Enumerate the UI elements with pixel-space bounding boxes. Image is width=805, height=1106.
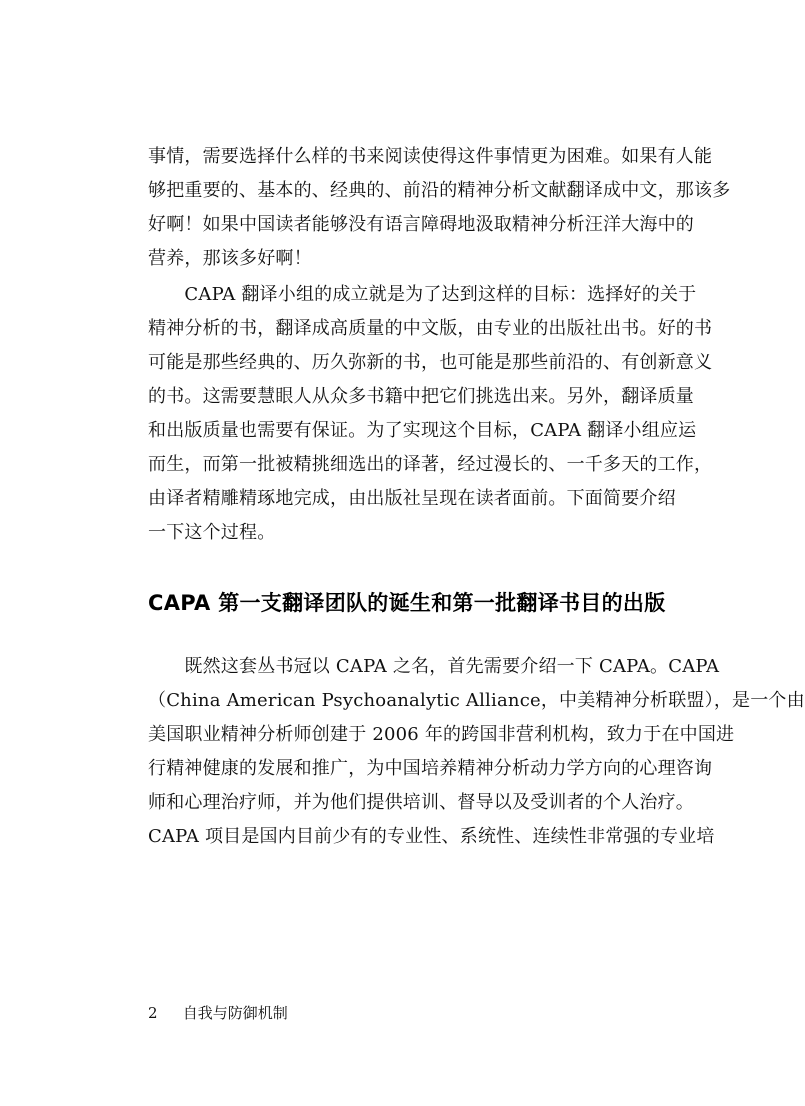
- capa-team-paragraph: [148, 278, 713, 550]
- running-book-title: 自我与防御机制: [182, 1004, 288, 1022]
- text-line: 好啊！如果中国读者能够没有语言障碍地汲取精神分析汪洋大海中的: [148, 214, 694, 235]
- text-line: 行精神健康的发展和推广，为中国培养精神分析动力学方向的心理咨询: [148, 758, 713, 779]
- text-line: 可能是那些经典的、历久弥新的书，也可能是那些前沿的、有创新意义: [148, 352, 713, 373]
- text-line: 由译者精雕精琢地完成，由出版社呈现在读者面前。下面简要介绍: [148, 488, 676, 509]
- section-heading: CAPA 第一支翻译团队的诞生和第一批翻译书目的出版: [148, 591, 666, 615]
- text-line: 够把重要的、基本的、经典的、前沿的精神分析文献翻译成中文，那该多: [148, 180, 731, 201]
- text-line: 和出版质量也需要有保证。为了实现这个目标，CAPA 翻译小组应运: [148, 420, 697, 441]
- text-line: 事情，需要选择什么样的书来阅读使得这件事情更为困难。如果有人能: [148, 146, 713, 167]
- text-line: CAPA 翻译小组的成立就是为了达到这样的目标：选择好的关于: [148, 284, 697, 305]
- text-line: 精神分析的书，翻译成高质量的中文版，由专业的出版社出书。好的书: [148, 318, 713, 339]
- text-line: 而生，而第一批被精挑细选出的译著，经过漫长的、一千多天的工作，: [148, 454, 713, 475]
- text-line: 一下这个过程。: [148, 522, 276, 543]
- text-line: 师和心理治疗师，并为他们提供培训、督导以及受训者的个人治疗。: [148, 792, 694, 813]
- page-body: [148, 140, 805, 854]
- page-number: 2: [148, 1004, 158, 1022]
- intro-paragraph: [148, 140, 731, 276]
- text-line: 美国职业精神分析师创建于 2006 年的跨国非营利机构，致力于在中国进: [148, 724, 735, 745]
- capa-intro-paragraph: [148, 650, 805, 854]
- text-line: 营养，那该多好啊！: [148, 248, 312, 269]
- text-line: （China American Psychoanalytic Alliance，中美精神分析联盟），是一个由: [148, 690, 805, 711]
- text-line: 既然这套丛书冠以 CAPA 之名，首先需要介绍一下 CAPA。CAPA: [148, 656, 720, 677]
- text-line: CAPA 项目是国内目前少有的专业性、系统性、连续性非常强的专业培: [148, 826, 715, 847]
- text-line: 的书。这需要慧眼人从众多书籍中把它们挑选出来。另外，翻译质量: [148, 386, 694, 407]
- page-footer: [148, 1003, 288, 1023]
